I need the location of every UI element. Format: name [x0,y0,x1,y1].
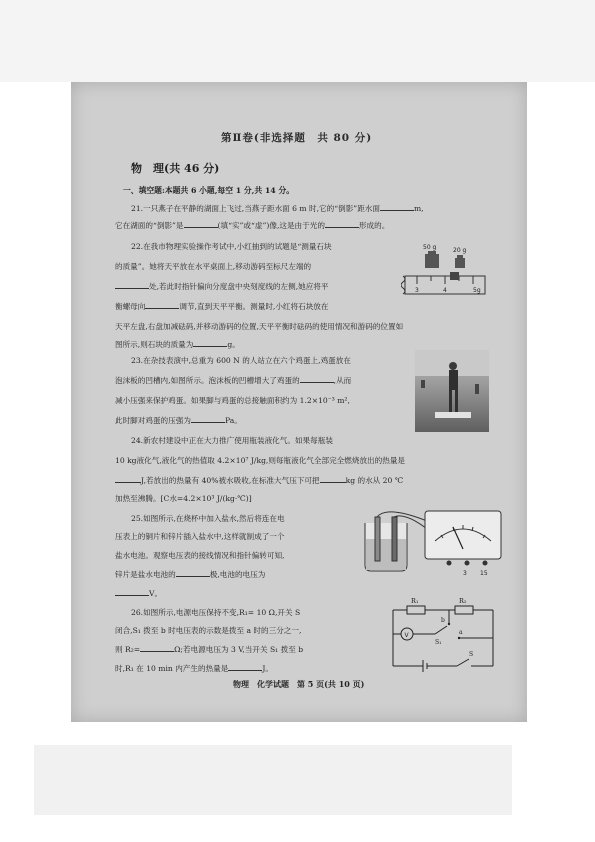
scale-break-icon [401,276,405,294]
section-heading: 一、填空题:本题共 6 小题,每空 1 分,共 14 分。 [123,186,295,195]
q25-line-5: V。 [115,587,162,600]
q25-line-4: 锌片是盐水电池的 极,电池的电压为 [115,570,266,579]
svg-text:3: 3 [463,570,467,577]
acrobat-photo [415,350,489,432]
svg-text:b: b [441,617,445,624]
q24-line-4: 加热至沸腾。[C水=4.2×10³ J/(kg·℃)] [115,494,252,503]
bottom-margin-band [34,745,512,815]
q22-line-1: 22.在我市物理实验操作考试中,小红抽到的试题是“测量石块 [131,242,332,251]
q23-line-1: 23.在杂技表演中,总重为 600 N 的人站立在六个鸡蛋上,鸡蛋放在 [131,356,351,365]
q22-line-2: 的质量”。她将天平放在水平桌面上,移动游码至标尺左端的 [115,262,312,271]
exam-page-photo [71,82,527,722]
q21-line-1: 21.一只燕子在平静的湖面上飞过,当燕子距水面 6 m 时,它的“倒影”距水面 m, [131,204,424,213]
q24-line-2: 10 kg液化气,液化气的热值取 4.2×10⁷ J/kg,则每瓶液化气全部完全燃烧放出的热量是 [115,456,406,465]
salt-battery-figure [357,507,507,577]
switch-s [457,659,469,666]
svg-text:15: 15 [480,570,488,577]
q26-line-3: 则 R₂= Ω;若电源电压为 3 V,当开关 S₁ 拨至 b [115,645,304,654]
part-header: 第Ⅱ卷(非选择题 共 80 分) [221,132,373,144]
q23-line-3: 减小压强来保护鸡蛋。如果脚与鸡蛋的总接触面积约为 1.2×10⁻³ m², [115,396,350,405]
q24-line-3: J,若放出的热量有 40%被水吸收,在标准大气压下可把 kg 的水从 20 ℃ [115,474,403,487]
weight-50g-icon [425,254,439,268]
switch-s1 [435,626,447,634]
q23-line-2: 泡沫板的凹槽内,如图所示。泡沫板的凹槽增大了鸡蛋的 ,从而 [115,376,352,385]
rider-icon [450,272,459,280]
q26-line-4: 时,R₁ 在 10 min 内产生的热量是 J。 [115,664,273,673]
q25-line-3: 盐水电池。观察电压表的接线情况和指针偏转可知, [115,551,285,560]
circuit-figure [389,596,499,674]
copper-plate [375,517,380,561]
zinc-plate [392,517,397,561]
q21-line-2: 它在湖面的“倒影”是 (填“实”或“虚”)像,这是由于光的 形成的。 [115,221,390,230]
svg-text:S₁: S₁ [435,639,442,646]
weight-20g-icon [455,258,465,268]
svg-text:4: 4 [443,287,447,294]
q26-line-1: 26.如图所示,电源电压保持不变,R₁= 10 Ω,开关 S [131,608,301,617]
q22-line-6: 图所示,则石块的质量为 g。 [115,340,240,349]
weight-50g-label: 50 g [423,244,437,251]
balance-weights-figure [401,240,491,310]
svg-text:5g: 5g [473,287,481,294]
top-margin-band [0,0,595,82]
svg-text:R₁: R₁ [411,597,419,605]
q24-line-1: 24.新农村建设中正在大力推广使用瓶装液化气。如果每瓶装 [131,436,333,445]
svg-text:a: a [459,629,463,636]
q26-line-2: 闭合,S₁ 拨至 b 时电压表的示数是拨至 a 时的三分之一, [115,626,302,635]
q22-line-3: 处,若此时指针偏向分度盘中央刻度线的左侧,她应将平 [115,280,328,293]
subject-title: 物 理(共 46 分) [131,162,220,175]
q23-line-4: 此时脚对鸡蛋的压强为 Pa。 [115,416,242,425]
resistor-r1 [407,606,425,614]
svg-text:R₂: R₂ [459,597,467,605]
svg-text:S: S [469,651,474,658]
svg-text:3: 3 [415,287,419,294]
q22-line-5: 天平左盘,右盘加减砝码,并移动游码的位置,天平平衡时砝码的使用情况和游码的位置如 [115,322,404,331]
q22-line-4: 衡螺母向 调节,直到天平平衡。测量时,小红将石块放在 [115,302,329,311]
svg-text:V: V [404,632,409,639]
resistor-r2 [455,606,473,614]
weight-20g-label: 20 g [453,247,467,254]
voltmeter-icon [425,511,501,559]
page-footer: 物理 化学试题 第 5 页(共 10 页) [233,679,365,689]
q25-line-1: 25.如图所示,在烧杯中加入盐水,然后将连在电 [131,514,285,523]
q25-line-2: 压表上的铜片和锌片插入盐水中,这样就制成了一个 [115,532,285,541]
